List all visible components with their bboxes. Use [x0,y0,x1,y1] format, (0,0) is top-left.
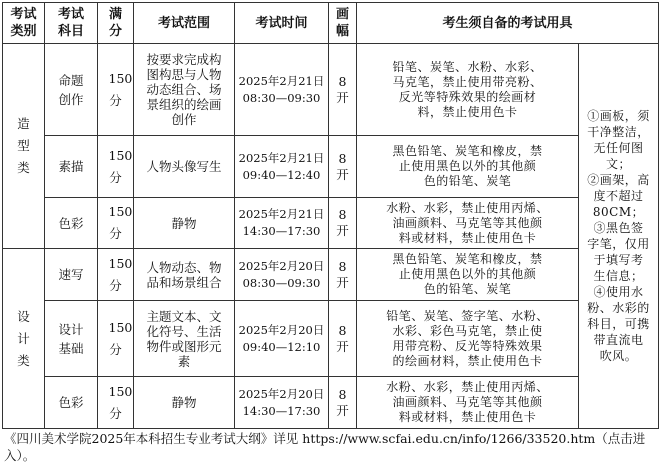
score-cell: 150分 [98,249,134,301]
score-cell: 150分 [98,136,134,198]
subject-cell: 素描 [45,136,98,198]
table-row [3,44,659,136]
format-cell: 8 开 [329,198,357,249]
score-cell: 150分 [98,44,134,136]
subject-cell: 色彩 [45,198,98,249]
time-cell: 2025年2月21日 14:30—17:30 [235,198,329,249]
tools-cell: 水粉、水彩，禁止使用丙烯、 油画颜料、马克笔等其他颜 料或材料，禁止使用色卡 [357,198,579,249]
range-cell: 静物 [134,377,235,429]
tools-cell: 黑色铅笔、炭笔和橡皮，禁 止使用黑色以外的其他颜 色的铅笔、炭笔 [357,249,579,301]
notes-cell: ①画板，须 干净整洁， 无任何图 文； ②画架，高 度不超过 80CM； ③黑色签 字笔，仅用 于填写考 生信息； ④使用水 粉、水彩的 科目，可携 带直流电 吹风。 [579,44,659,429]
tools-cell: 铅笔、炭笔、水粉、水彩、 马克笔，禁止使用带亮粉、 反光等特殊效果的绘画材 料，禁止使用色卡 [357,44,579,136]
header-time: 考试时间 [235,3,329,44]
range-cell: 主题文本、文 化符号、生活 物件或图形元 素 [134,301,235,377]
time-cell: 2025年2月21日 08:30—09:30 [235,44,329,136]
range-cell: 人物头像写生 [134,136,235,198]
range-cell: 按要求完成构 图构思与人物 动态组合、场 景组织的绘画 创作 [134,44,235,136]
header-range: 考试范围 [134,3,235,44]
score-cell: 150分 [98,301,134,377]
range-cell: 人物动态、物 品和场景组合 [134,249,235,301]
category-modeling: 造 型 类 [3,44,45,249]
format-cell: 8 开 [329,136,357,198]
subject-cell: 命题 创作 [45,44,98,136]
header-tools: 考生须自备的考试用具 [357,3,659,44]
table-row [3,377,659,429]
format-cell: 8 开 [329,44,357,136]
score-cell: 150分 [98,377,134,429]
range-cell: 静物 [134,198,235,249]
tools-cell: 水粉、水彩，禁止使用丙烯、 油画颜料、马克笔等其他颜 料或材料，禁止使用色卡 [357,377,579,429]
format-cell: 8 开 [329,249,357,301]
time-cell: 2025年2月20日 08:30—09:30 [235,249,329,301]
subject-cell: 速写 [45,249,98,301]
header-category: 考试 类别 [3,3,45,44]
format-cell: 8 开 [329,377,357,429]
tools-cell: 铅笔、炭笔、签字笔、水粉、 水彩、彩色马克笔，禁止使 用带亮粉、反光等特殊效果 的绘画材料，禁止使用色卡 [357,301,579,377]
subject-cell: 色彩 [45,377,98,429]
table-row [3,249,659,301]
subject-cell: 设计 基础 [45,301,98,377]
tools-cell: 黑色铅笔、炭笔和橡皮，禁 止使用黑色以外的其他颜 色的铅笔、炭笔 [357,136,579,198]
table-row [3,301,659,377]
footer-note[interactable]: 《四川美术学院2025年本科招生专业考试大纲》详见 https://www.scfai.edu.cn/info/1266/33520.htm（点击进入）。 [4,431,646,463]
time-cell: 2025年2月20日 14:30—17:30 [235,377,329,429]
header-row [3,3,659,44]
time-cell: 2025年2月21日 09:40—12:40 [235,136,329,198]
category-design: 设 计 类 [3,249,45,429]
header-subject: 考试 科目 [45,3,98,44]
format-cell: 8 开 [329,301,357,377]
table-row [3,198,659,249]
header-format: 画 幅 [329,3,357,44]
exam-schedule-table [2,2,659,429]
time-cell: 2025年2月20日 09:40—12:10 [235,301,329,377]
header-score: 满 分 [98,3,134,44]
score-cell: 150分 [98,198,134,249]
table-row [3,136,659,198]
